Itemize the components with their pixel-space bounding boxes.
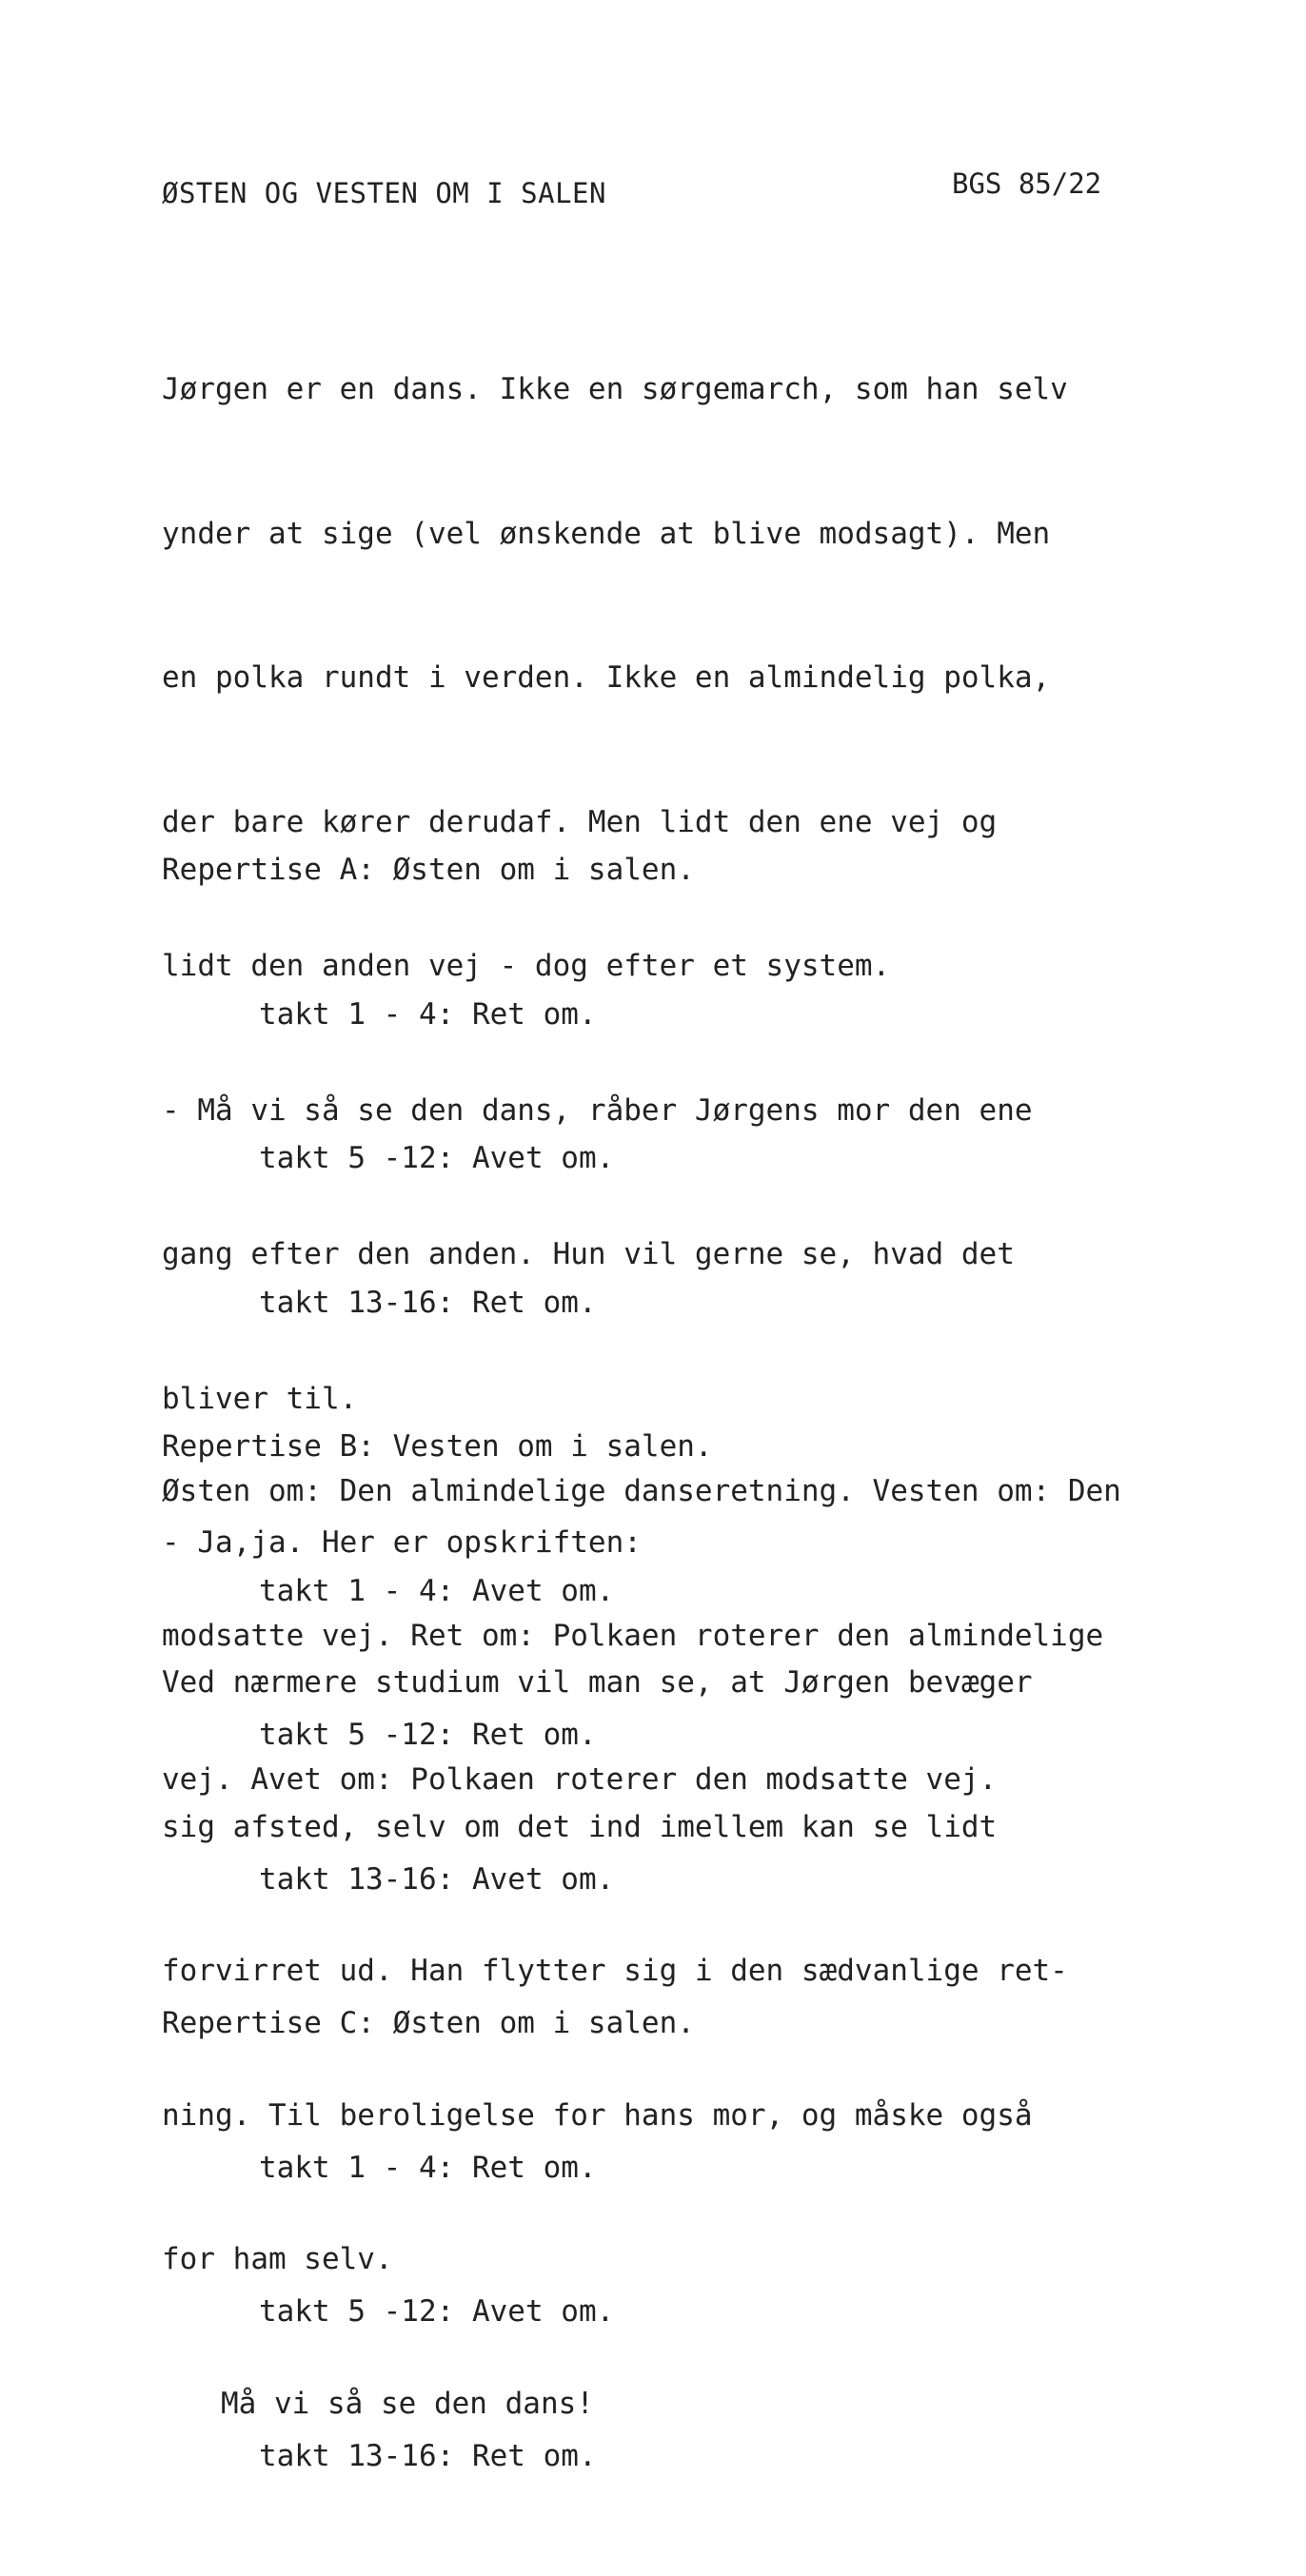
- repertise-heading: Repertise C: Østen om i salen.: [162, 2006, 695, 2040]
- intro-line: - Må vi så se den dans, råber Jørgens mor den ene: [162, 1092, 1033, 1128]
- intro-line: lidt den anden vej - dog efter et system.: [162, 949, 891, 983]
- takt-step: takt 5 -12: Avet om.: [259, 1141, 615, 1175]
- repertise-heading: Repertise A: Østen om i salen.: [162, 853, 695, 887]
- intro-line: Jørgen er en dans. Ikke en sørgemarch, som han selv: [162, 372, 1068, 406]
- takt-step: takt 13-16: Ret om.: [259, 1285, 597, 1320]
- definition-line: modsatte vej. Ret om: Polkaen roterer den almindelige: [162, 1618, 1104, 1653]
- document-title: ØSTEN OG VESTEN OM I SALEN: [162, 177, 606, 209]
- closing-line: Ved nærmere studium vil man se, at Jørgen bevæger: [162, 1665, 1033, 1700]
- closing-line: forvirret ud. Han flytter sig i den sædvanlige ret-: [162, 1954, 1068, 1988]
- intro-line: en polka rundt i verden. Ikke en almindelig polka,: [162, 660, 1051, 695]
- takt-step: takt 13-16: Ret om.: [259, 2438, 597, 2473]
- definition-line: Østen om: Den almindelige danseretning. Vesten om: Den: [162, 1474, 1121, 1508]
- closing-line: ning. Til beroligelse for hans mor, og måske også: [162, 2097, 1033, 2133]
- intro-line: gang efter den anden. Hun vil gerne se, hvad det: [162, 1237, 1015, 1271]
- intro-line: der bare kører derudaf. Men lidt den ene vej og: [162, 804, 998, 839]
- takt-step: takt 5 -12: Avet om.: [259, 2294, 615, 2329]
- closing-line: for ham selv.: [162, 2242, 393, 2276]
- takt-step: takt 1 - 4: Ret om.: [259, 996, 597, 1032]
- final-line: Må vi så se den dans!: [221, 2386, 594, 2421]
- intro-line: - Ja,ja. Her er opskriften:: [162, 1525, 642, 1560]
- document-code: BGS 85/22: [952, 167, 1102, 200]
- repertise-heading: Repertise B: Vesten om i salen.: [162, 1429, 713, 1464]
- takt-step: takt 13-16: Avet om.: [259, 1861, 615, 1897]
- takt-step: takt 1 - 4: Avet om.: [259, 1573, 615, 1608]
- takt-step: takt 1 - 4: Ret om.: [259, 2150, 597, 2185]
- closing-paragraph: [162, 1563, 1068, 2524]
- intro-line: bliver til.: [162, 1381, 358, 1416]
- definition-line: vej. Avet om: Polkaen roterer den modsatte vej.: [162, 1762, 998, 1797]
- closing-line: sig afsted, selv om det ind imellem kan se lidt: [162, 1809, 998, 1844]
- intro-line: ynder at sige (vel ønskende at blive modsagt). Men: [162, 516, 1051, 551]
- takt-step: takt 5 -12: Ret om.: [259, 1718, 597, 1752]
